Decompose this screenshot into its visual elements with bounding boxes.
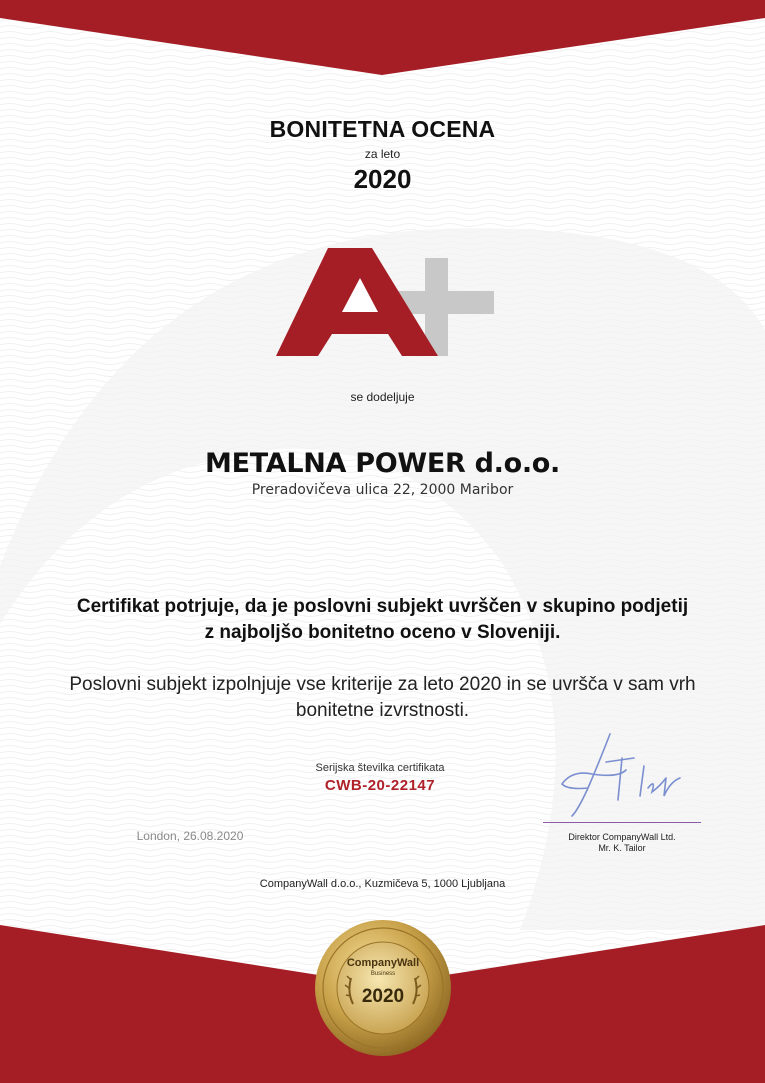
criteria-line: bonitetne izvrstnosti. — [295, 700, 470, 721]
director-block — [543, 832, 701, 854]
seal-year: 2020 — [361, 986, 405, 1007]
serial-label: Serijska številka certifikata — [315, 762, 445, 774]
signature-line — [543, 822, 701, 823]
place-and-date: London, 26.08.2020 — [136, 829, 244, 843]
seal-brand: CompanyWall — [346, 957, 420, 969]
certificate-year: 2020 — [353, 164, 412, 194]
certificate-title: BONITETNA OCENA — [269, 116, 496, 142]
certificate-subtitle: za leto — [364, 147, 401, 161]
company-name: METALNA POWER d.o.o. — [205, 448, 560, 479]
grade-a-plus-logo — [270, 246, 500, 366]
issuer-address: CompanyWall d.o.o., Kuzmičeva 5, 1000 Ljubljana — [259, 878, 506, 890]
criteria-line: Poslovni subjekt izpolnjuje vse kriterije za leto 2020 in se uvršča v sam vrh — [69, 674, 696, 695]
companywall-seal — [313, 918, 453, 1058]
seal-sub-brand: Business — [370, 971, 396, 977]
director-signature — [548, 730, 698, 820]
criteria-text — [0, 672, 765, 724]
awarded-text: se dodeljuje — [350, 390, 415, 404]
company-address: Preradovičeva ulica 22, 2000 Maribor — [251, 482, 514, 498]
certificate-statement — [0, 594, 765, 646]
serial-number: CWB-20-22147 — [324, 777, 436, 794]
director-name: Mr. K. Tailor — [598, 843, 646, 853]
statement-line: Certifikat potrjuje, da je poslovni subjekt uvrščen v skupino podjetij — [76, 596, 689, 617]
director-title: Direktor CompanyWall Ltd. — [568, 832, 676, 842]
statement-line: z najboljšo bonitetno oceno v Sloveniji. — [204, 622, 561, 643]
